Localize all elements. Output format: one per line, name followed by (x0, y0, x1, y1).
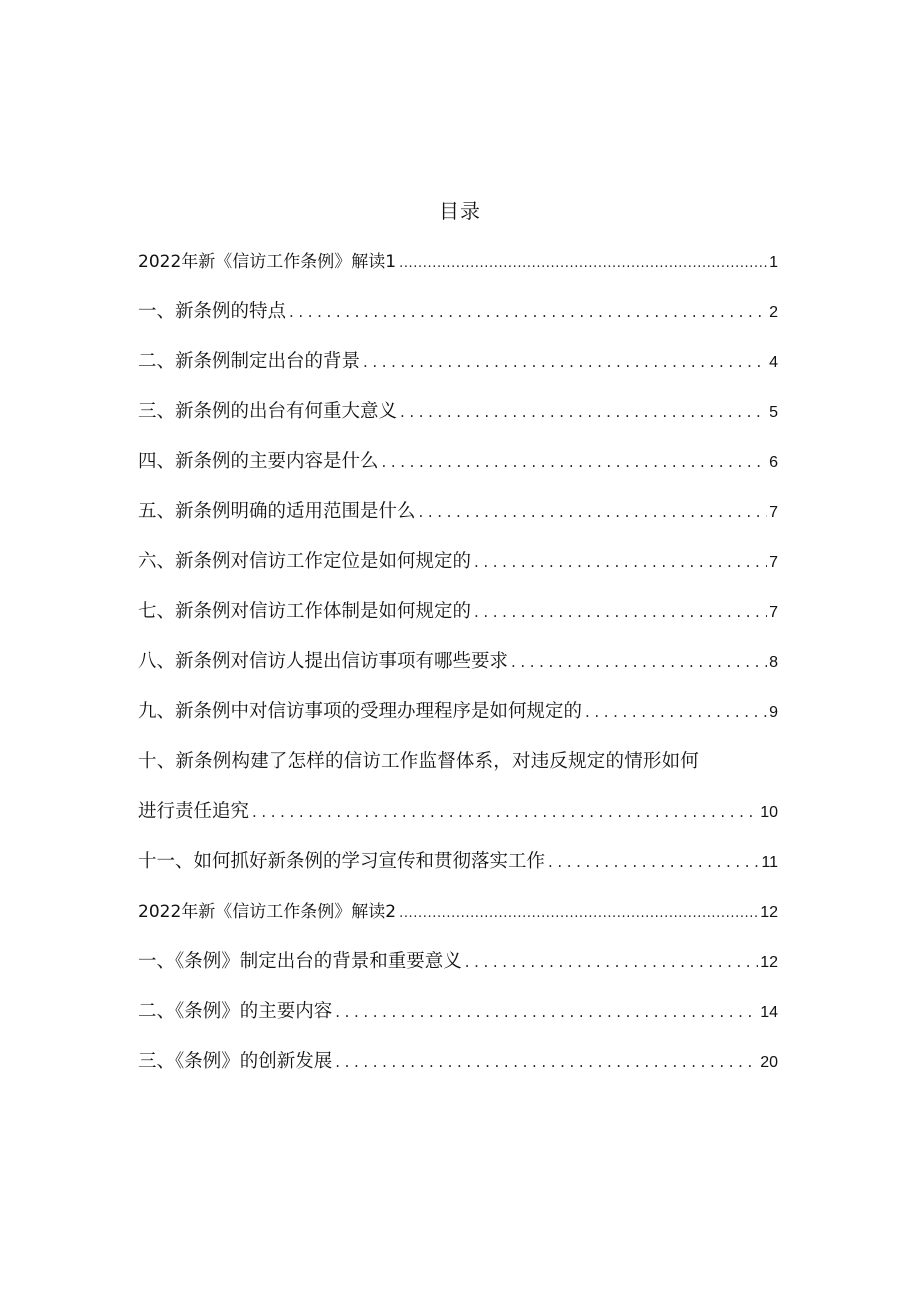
toc-page-number: 7 (769, 554, 778, 571)
toc-entry[interactable] (138, 345, 778, 395)
toc-entry-text: 六、新条例对信访工作定位是如何规定的 (138, 551, 472, 572)
toc-page-number: 8 (769, 654, 778, 671)
toc-entry[interactable] (138, 295, 778, 345)
toc-entry-text: 二、《条例》的主要内容 (138, 1001, 333, 1022)
toc-entry-text: 九、新条例中对信访事项的受理办理程序是如何规定的 (138, 701, 583, 722)
toc-leader-dots (474, 595, 767, 629)
toc-entry-text: 进行责任追究 (138, 801, 250, 822)
toc-leader-dots (400, 395, 767, 429)
toc-entry[interactable] (138, 1045, 778, 1095)
toc-page-number: 5 (769, 404, 778, 421)
toc-page-number: 12 (760, 954, 778, 971)
toc-leader-dots (465, 945, 758, 979)
toc-entry-text: 一、《条例》制定出台的背景和重要意义 (138, 951, 462, 972)
toc-entry[interactable] (138, 495, 778, 545)
toc-page-number: 7 (769, 604, 778, 621)
toc-entry[interactable] (138, 845, 778, 895)
toc-entry-second-line[interactable] (138, 795, 778, 845)
toc-page-number: 10 (760, 804, 778, 821)
toc-leader-dots (511, 645, 767, 679)
toc-leader-dots (335, 995, 758, 1029)
table-of-contents (138, 245, 778, 1095)
toc-page-number: 7 (769, 504, 778, 521)
toc-page-number: 9 (769, 704, 778, 721)
toc-leader-dots (474, 545, 767, 579)
toc-entry-text: 十、新条例构建了怎样的信访工作监督体系，对违反规定的情形如何 (138, 751, 700, 772)
toc-entry[interactable] (138, 995, 778, 1045)
toc-entry-text: 四、新条例的主要内容是什么 (138, 451, 379, 472)
toc-page-number: 20 (760, 1054, 778, 1071)
toc-entry-text: 五、新条例明确的适用范围是什么 (138, 501, 416, 522)
toc-entry[interactable] (138, 545, 778, 595)
toc-entry-first-line[interactable] (138, 745, 778, 795)
toc-page-number: 6 (769, 454, 778, 471)
toc-entry-text: 十一、如何抓好新条例的学习宣传和贯彻落实工作 (138, 851, 546, 872)
toc-entry[interactable] (138, 395, 778, 445)
toc-page-number: 4 (769, 354, 778, 371)
toc-leader-dots (399, 897, 758, 931)
toc-entry-text: 二、新条例制定出台的背景 (138, 351, 361, 372)
toc-leader-dots (363, 345, 767, 379)
toc-leader-dots (382, 445, 768, 479)
toc-entry[interactable] (138, 595, 778, 645)
toc-entry-text: 2022年新《信访工作条例》解读1 (138, 252, 397, 272)
toc-entry[interactable] (138, 445, 778, 495)
toc-entry-text: 2022年新《信访工作条例》解读2 (138, 902, 397, 922)
toc-leader-dots (252, 795, 758, 829)
toc-leader-dots (399, 247, 767, 281)
toc-title: 目录 (439, 199, 481, 223)
toc-leader-dots (548, 845, 759, 879)
toc-page-number: 1 (769, 254, 778, 271)
toc-entry-text: 三、《条例》的创新发展 (138, 1051, 333, 1072)
toc-page-number: 2 (769, 304, 778, 321)
toc-page-number: 12 (760, 904, 778, 921)
toc-page-number: 14 (760, 1004, 778, 1021)
toc-page-number: 11 (761, 854, 778, 871)
toc-leader-dots (585, 695, 767, 729)
toc-entry[interactable] (138, 245, 778, 295)
toc-entry[interactable] (138, 945, 778, 995)
toc-leader-dots (335, 1045, 758, 1079)
toc-leader-dots (419, 495, 768, 529)
toc-entry[interactable] (138, 695, 778, 745)
toc-entry-text: 一、新条例的特点 (138, 301, 287, 322)
toc-leader-dots (289, 295, 767, 329)
toc-entry[interactable] (138, 895, 778, 945)
toc-entry-text: 三、新条例的出台有何重大意义 (138, 401, 398, 422)
toc-entry-text: 八、新条例对信访人提出信访事项有哪些要求 (138, 651, 509, 672)
toc-entry[interactable] (138, 645, 778, 695)
toc-entry-text: 七、新条例对信访工作体制是如何规定的 (138, 601, 472, 622)
